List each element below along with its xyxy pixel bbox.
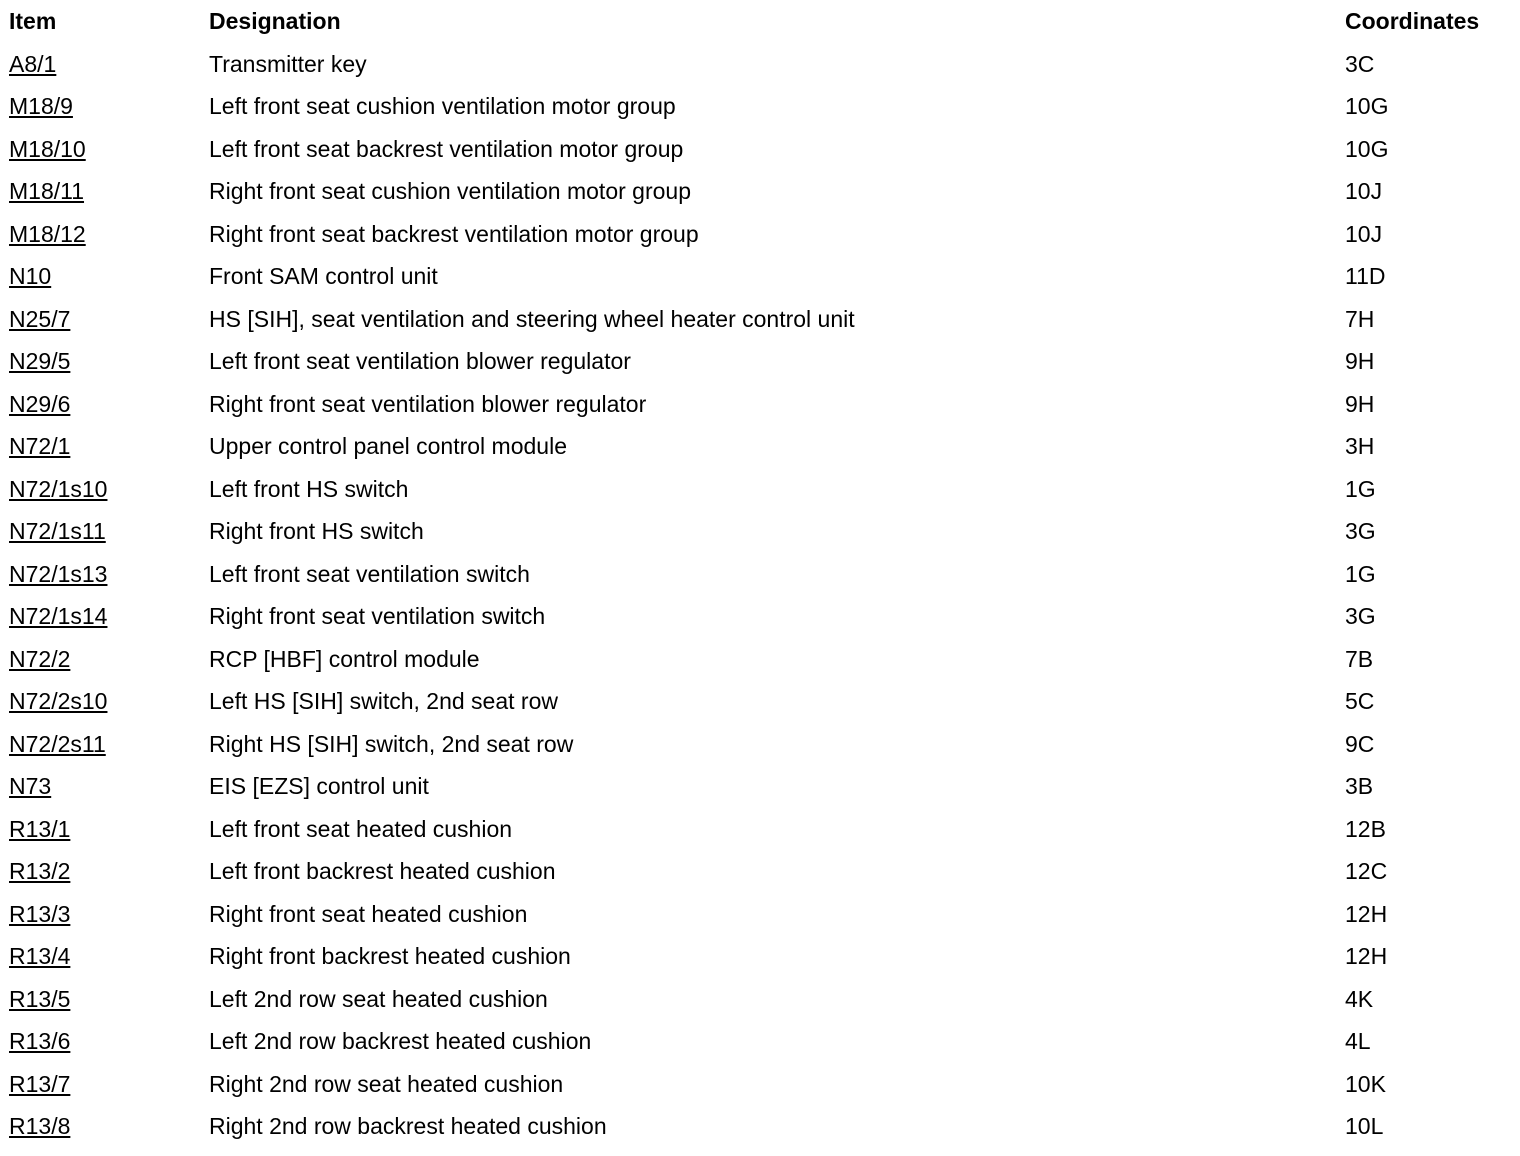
item-link[interactable]: R13/3: [9, 900, 71, 927]
designation-cell: Right 2nd row backrest heated cushion: [209, 1113, 607, 1139]
coordinates-cell: 12B: [1345, 815, 1386, 842]
coordinates-cell: 4L: [1345, 1028, 1371, 1054]
item-cell: [0, 723, 209, 766]
table-row: [0, 765, 1520, 808]
item-cell: [0, 85, 209, 128]
table-row: [0, 850, 1520, 893]
item-cell: [0, 510, 209, 553]
item-link[interactable]: R13/4: [9, 943, 71, 969]
item-link[interactable]: R13/1: [9, 815, 71, 842]
designation-cell: Front SAM control unit: [209, 263, 438, 289]
designation-cell: Left front backrest heated cushion: [209, 858, 556, 884]
table-row: [0, 1020, 1520, 1063]
item-link[interactable]: R13/2: [9, 858, 71, 884]
coordinates-cell: 3C: [1345, 50, 1375, 77]
item-link[interactable]: N29/5: [9, 348, 71, 374]
item-cell: [0, 808, 209, 851]
table-row: [0, 1063, 1520, 1106]
coordinates-cell: 1G: [1345, 560, 1376, 587]
designation-cell: Right front seat backrest ventilation motor group: [209, 220, 699, 247]
designation-cell: Transmitter key: [209, 50, 367, 77]
designation-cell: Left front seat ventilation switch: [209, 560, 530, 587]
coordinates-cell: 10J: [1345, 178, 1383, 204]
coordinates-cell: 11D: [1345, 263, 1386, 289]
table-row: [0, 298, 1520, 341]
coordinates-cell: 3B: [1345, 773, 1374, 799]
item-link[interactable]: N25/7: [9, 305, 71, 332]
item-link[interactable]: R13/5: [9, 985, 71, 1012]
coordinates-cell: 1G: [1345, 475, 1376, 502]
coordinates-cell: 12H: [1345, 943, 1388, 969]
designation-cell: Left front HS switch: [209, 475, 409, 502]
coordinates-cell: 4K: [1345, 985, 1374, 1012]
coordinates-cell: 3H: [1345, 433, 1375, 459]
table-row: [0, 340, 1520, 383]
header-item: Item: [9, 8, 57, 34]
item-cell: [0, 680, 209, 723]
designation-cell: Right HS [SIH] switch, 2nd seat row: [209, 730, 574, 757]
designation-cell: Left front seat heated cushion: [209, 815, 513, 842]
designation-cell: Right front seat heated cushion: [209, 900, 528, 927]
item-link[interactable]: N72/1s13: [9, 560, 108, 587]
item-link[interactable]: N10: [9, 263, 52, 289]
coordinates-cell: 12C: [1345, 858, 1388, 884]
item-link[interactable]: R13/6: [9, 1028, 71, 1054]
coordinates-cell: 9H: [1345, 348, 1375, 374]
legend-body: [0, 43, 1520, 1148]
item-cell: [0, 765, 209, 808]
designation-cell: Right front backrest heated cushion: [209, 943, 571, 969]
item-link[interactable]: M18/12: [9, 220, 86, 247]
table-row: [0, 723, 1520, 766]
table-row: [0, 595, 1520, 638]
coordinates-cell: 10G: [1345, 93, 1389, 119]
designation-cell: Left front seat backrest ventilation motor group: [209, 135, 684, 162]
item-link[interactable]: N72/1: [9, 433, 71, 459]
designation-cell: Left 2nd row backrest heated cushion: [209, 1028, 592, 1054]
item-cell: [0, 43, 209, 86]
coordinates-cell: 5C: [1345, 688, 1375, 714]
item-link[interactable]: N72/2s10: [9, 688, 108, 714]
coordinates-cell: 10J: [1345, 220, 1383, 247]
item-cell: [0, 128, 209, 171]
item-cell: [0, 170, 209, 213]
item-link[interactable]: N72/1s10: [9, 475, 108, 502]
item-cell: [0, 255, 209, 298]
item-cell: [0, 638, 209, 681]
table-row: [0, 893, 1520, 936]
designation-cell: Left front seat ventilation blower regulator: [209, 348, 631, 374]
item-link[interactable]: N72/1s14: [9, 603, 108, 629]
item-cell: [0, 468, 209, 511]
table-row: [0, 935, 1520, 978]
table-row: [0, 128, 1520, 171]
item-link[interactable]: M18/9: [9, 93, 73, 119]
item-link[interactable]: R13/8: [9, 1113, 71, 1139]
table-row: [0, 510, 1520, 553]
item-cell: [0, 1105, 209, 1148]
table-row: [0, 255, 1520, 298]
item-cell: [0, 595, 209, 638]
table-row: [0, 468, 1520, 511]
coordinates-cell: 7H: [1345, 305, 1375, 332]
table-row: [0, 680, 1520, 723]
item-link[interactable]: N72/2: [9, 645, 71, 672]
coordinates-cell: 9C: [1345, 730, 1375, 757]
item-link[interactable]: N72/2s11: [9, 730, 106, 757]
designation-cell: Upper control panel control module: [209, 433, 567, 459]
coordinates-cell: 3G: [1345, 518, 1376, 544]
table-row: [0, 1105, 1520, 1148]
item-cell: [0, 340, 209, 383]
designation-cell: Right front seat cushion ventilation motor group: [209, 178, 691, 204]
table-row: [0, 553, 1520, 596]
designation-cell: HS [SIH], seat ventilation and steering wheel heater control unit: [209, 305, 855, 332]
designation-cell: Left HS [SIH] switch, 2nd seat row: [209, 688, 558, 714]
table-row: [0, 213, 1520, 256]
designation-cell: Right front seat ventilation blower regulator: [209, 390, 647, 417]
item-cell: [0, 1020, 209, 1063]
item-cell: [0, 425, 209, 468]
table-row: [0, 978, 1520, 1021]
item-link[interactable]: R13/7: [9, 1070, 71, 1097]
item-link[interactable]: M18/10: [9, 135, 86, 162]
coordinates-cell: 3G: [1345, 603, 1376, 629]
designation-cell: Right 2nd row seat heated cushion: [209, 1070, 564, 1097]
table-row: [0, 43, 1520, 86]
item-cell: [0, 298, 209, 341]
item-link[interactable]: M18/11: [9, 178, 85, 204]
designation-cell: Left front seat cushion ventilation motor group: [209, 93, 676, 119]
designation-cell: Right front HS switch: [209, 518, 424, 544]
coordinates-cell: 7B: [1345, 645, 1374, 672]
designation-cell: RCP [HBF] control module: [209, 645, 480, 672]
coordinates-cell: 10K: [1345, 1070, 1386, 1097]
item-link[interactable]: N72/1s11: [9, 518, 106, 544]
coordinates-cell: 10L: [1345, 1113, 1384, 1139]
designation-cell: Left 2nd row seat heated cushion: [209, 985, 548, 1012]
header-designation: Designation: [209, 8, 341, 34]
coordinates-cell: 9H: [1345, 390, 1375, 417]
coordinates-cell: 10G: [1345, 135, 1389, 162]
table-row: [0, 170, 1520, 213]
coordinates-cell: 12H: [1345, 900, 1388, 927]
table-row: [0, 85, 1520, 128]
item-cell: [0, 213, 209, 256]
item-link[interactable]: A8/1: [9, 50, 57, 77]
table-row: [0, 425, 1520, 468]
item-cell: [0, 935, 209, 978]
header-coordinates: Coordinates: [1345, 8, 1480, 34]
item-cell: [0, 383, 209, 426]
item-cell: [0, 1063, 209, 1106]
designation-cell: EIS [EZS] control unit: [209, 773, 429, 799]
table-row: [0, 808, 1520, 851]
table-row: [0, 638, 1520, 681]
table-row: [0, 383, 1520, 426]
item-link[interactable]: N29/6: [9, 390, 71, 417]
item-link[interactable]: N73: [9, 773, 52, 799]
item-cell: [0, 893, 209, 936]
item-cell: [0, 553, 209, 596]
designation-cell: Right front seat ventilation switch: [209, 603, 546, 629]
item-cell: [0, 850, 209, 893]
header-row: [0, 0, 1520, 43]
item-cell: [0, 978, 209, 1021]
